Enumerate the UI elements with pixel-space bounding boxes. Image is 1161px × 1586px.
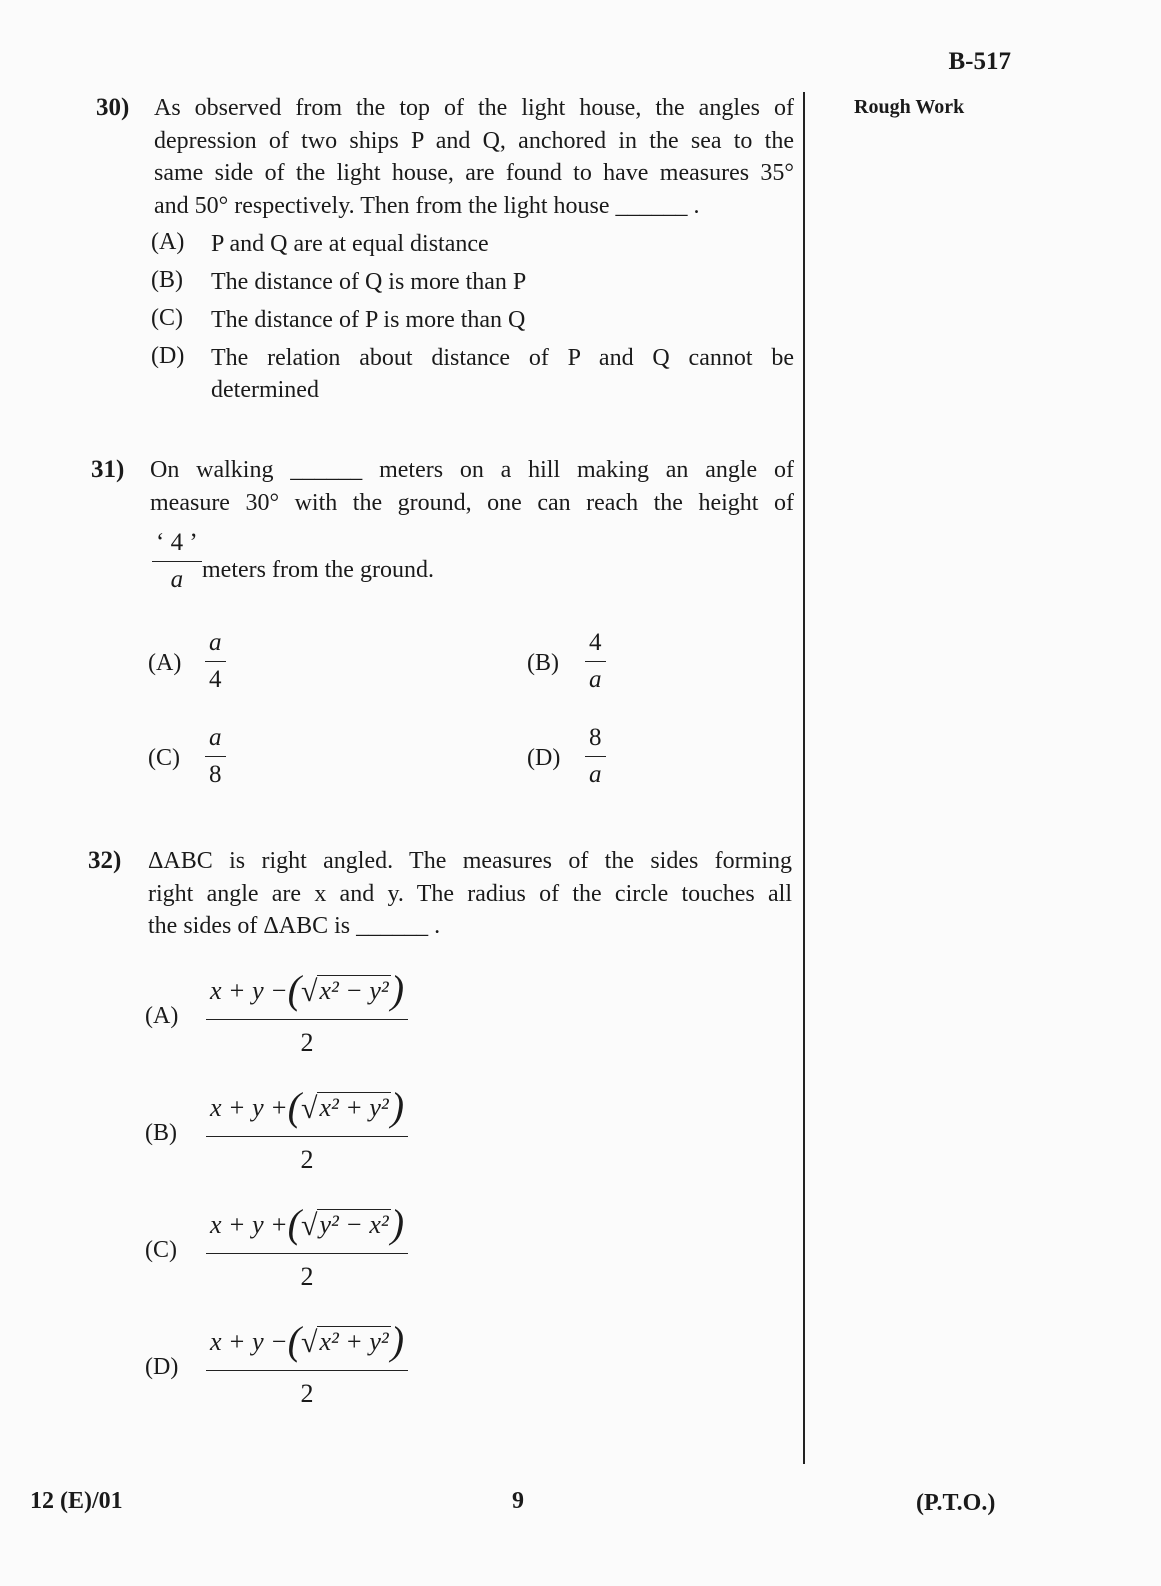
q31-option-d-fraction xyxy=(585,723,606,790)
q32-c-den: 2 xyxy=(300,1262,314,1291)
q30-line-3: same side of the light house, are found to have measures 35° xyxy=(154,160,794,186)
q31-option-c-label: (C) xyxy=(148,745,180,771)
q30-option-d-label: (D) xyxy=(151,343,185,369)
q31-c-num: a xyxy=(205,723,226,757)
q32-option-a-label: (A) xyxy=(145,1003,179,1029)
q32-line-2: right angle are x and y. The radius of the circle touches all xyxy=(148,880,792,907)
q31-a-num: a xyxy=(205,628,226,662)
q32-line-3: the sides of ΔABC is ______ . xyxy=(148,913,441,939)
q31-b-den: a xyxy=(589,666,602,693)
q30-option-a-label: (A) xyxy=(151,229,185,255)
q30-line-1: As observed from the top of the light house, the angles of xyxy=(154,95,794,121)
q32-a-prefix: x + y − xyxy=(210,976,288,1005)
question-30-number: 30) xyxy=(96,94,130,121)
q31-option-b-label: (B) xyxy=(527,650,559,676)
q31-option-a-fraction xyxy=(205,628,226,695)
q32-option-d-formula: $\frac{\text{x + y −(√x² + y²)}}{2}$ xyxy=(206,1317,408,1409)
pto-label: (P.T.O.) xyxy=(916,1490,996,1516)
q31-option-c-fraction xyxy=(205,723,226,790)
question-32-number: 32) xyxy=(88,847,122,874)
q30-option-d-text-cont: determined xyxy=(211,377,319,403)
q30-line-4: and 50° respectively. Then from the light house ______ . xyxy=(154,192,700,219)
q32-option-c-label: (C) xyxy=(145,1237,177,1263)
rough-work-label: Rough Work xyxy=(854,96,965,118)
question-31-number: 31) xyxy=(91,456,125,483)
q32-option-a-formula: $\frac{\text{x + y −(√x² − y²)}}{2}$ xyxy=(206,966,408,1058)
q31-option-d-label: (D) xyxy=(527,745,561,771)
q31-d-num: 8 xyxy=(585,723,606,757)
q31-b-num: 4 xyxy=(585,628,606,662)
q32-option-d-label: (D) xyxy=(145,1354,179,1380)
column-divider xyxy=(803,92,805,1464)
q32-option-c-formula: $\frac{\text{x + y +(√y² − x²)}}{2}$ xyxy=(206,1200,408,1292)
q30-line-2: depression of two ships P and Q, anchored in the sea to the xyxy=(154,127,794,154)
question-30-text xyxy=(154,92,794,222)
q32-b-den: 2 xyxy=(300,1145,314,1174)
q31-height-num: ‘ 4 ’ xyxy=(152,528,202,562)
q30-option-d-text: The relation about distance of P and Q cannot be xyxy=(211,345,794,371)
question-31-text xyxy=(150,454,794,519)
q32-d-radicand: x² + y² xyxy=(319,1327,389,1356)
q30-option-b-label: (B) xyxy=(151,267,183,293)
footer-code: 12 (E)/01 xyxy=(30,1488,123,1514)
q31-a-den: 4 xyxy=(209,666,222,693)
q32-d-prefix: x + y − xyxy=(210,1327,288,1356)
q31-height-fraction xyxy=(152,528,202,595)
q30-option-b-text: The distance of Q is more than P xyxy=(211,269,527,295)
q30-option-c-label: (C) xyxy=(151,305,183,331)
q31-line-1: On walking ______ meters on a hill making an angle of xyxy=(150,457,794,483)
page-number: 9 xyxy=(512,1488,524,1514)
q31-option-a-label: (A) xyxy=(148,650,182,676)
q31-line-2: measure 30° with the ground, one can reach the height of xyxy=(150,489,794,516)
q31-height-den: a xyxy=(170,566,184,593)
q32-a-den: 2 xyxy=(300,1028,314,1057)
q30-option-a-text: P and Q are at equal distance xyxy=(211,231,489,257)
q32-c-prefix: x + y + xyxy=(210,1210,288,1239)
q31-line-3: meters from the ground. xyxy=(202,557,434,583)
question-32-text xyxy=(148,845,792,943)
q32-c-radicand: y² − x² xyxy=(319,1210,389,1239)
q32-option-b-formula: $\frac{\text{x + y +(√x² + y²)}}{2}$ xyxy=(206,1083,408,1175)
q32-option-b-label: (B) xyxy=(145,1120,177,1146)
q30-option-c-text: The distance of P is more than Q xyxy=(211,307,526,333)
q32-b-prefix: x + y + xyxy=(210,1093,288,1122)
q31-d-den: a xyxy=(589,761,602,788)
paper-code: B-517 xyxy=(948,48,1011,75)
q32-d-den: 2 xyxy=(300,1379,314,1408)
q32-line-1: ΔABC is right angled. The measures of the sides forming xyxy=(148,848,792,874)
q31-option-b-fraction xyxy=(585,628,606,695)
q32-a-radicand: x² − y² xyxy=(319,976,389,1005)
q32-b-radicand: x² + y² xyxy=(319,1093,389,1122)
q31-c-den: 8 xyxy=(209,761,222,788)
